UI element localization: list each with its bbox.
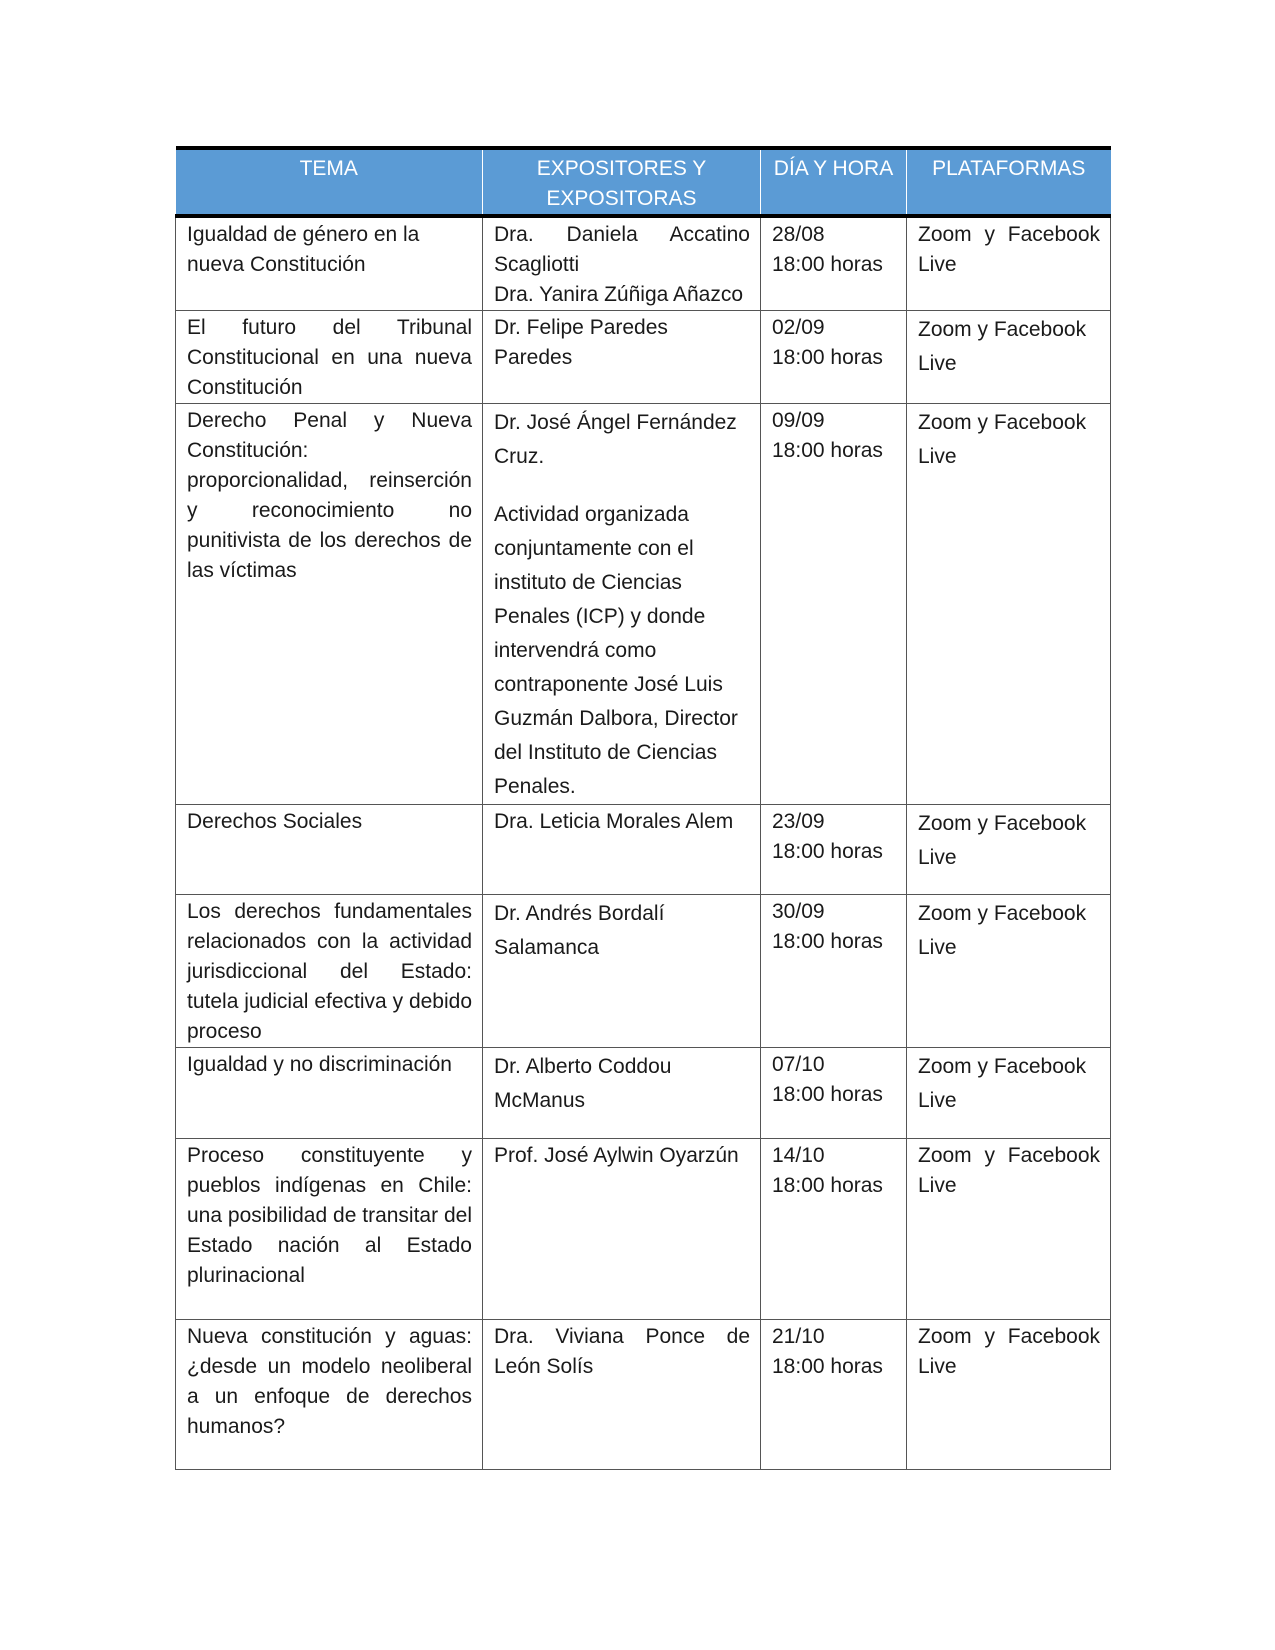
cell-expositores [483, 404, 761, 805]
fecha: 28/08 [772, 223, 825, 246]
header-expositores: EXPOSITORES Y EXPOSITORAS [483, 148, 761, 216]
fecha: 14/10 [772, 1144, 825, 1167]
cell-tema: Los derechos fundamentales relacionados con la actividad jurisdiccional del Estado: tutela judicial efectiva y debido proceso [176, 895, 483, 1048]
cell-dia-hora [761, 1048, 907, 1139]
hora: 18:00 horas [772, 1355, 883, 1378]
expositor: Prof. José Aylwin Oyarzún [494, 1144, 739, 1167]
table-row [176, 1048, 1111, 1139]
hora: 18:00 horas [772, 253, 883, 276]
expositor: Dr. José Ángel Fernández Cruz. [494, 411, 737, 468]
cell-plataforma: Zoom y Facebook Live [907, 1048, 1111, 1139]
spacer [494, 474, 750, 498]
cell-plataforma: Zoom y Facebook Live [907, 805, 1111, 895]
expositor: Dra. Daniela Accatino Scagliotti [494, 223, 750, 276]
fecha: 09/09 [772, 409, 825, 432]
cell-plataforma: Zoom y Facebook Live [907, 1139, 1111, 1320]
table-row [176, 1320, 1111, 1470]
cell-plataforma: Zoom y Facebook Live [907, 311, 1111, 404]
cell-tema: Igualdad y no discriminación [176, 1048, 483, 1139]
cell-dia-hora [761, 895, 907, 1048]
expositor: Dra. Viviana Ponce de León Solís [494, 1325, 750, 1378]
cell-tema: Derechos Sociales [176, 805, 483, 895]
header-dia-hora: DÍA Y HORA [761, 148, 907, 216]
hora: 18:00 horas [772, 346, 883, 369]
cell-plataforma: Zoom y Facebook Live [907, 216, 1111, 311]
cell-tema: Derecho Penal y Nueva Constitución: proporcionalidad, reinserción y reconocimiento no punitivista de los derechos de las víctimas [176, 404, 483, 805]
table-row [176, 805, 1111, 895]
header-plataformas: PLATAFORMAS [907, 148, 1111, 216]
cell-expositores [483, 1320, 761, 1470]
fecha: 23/09 [772, 810, 825, 833]
nota-actividad: Actividad organizada conjuntamente con el instituto de Ciencias Penales (ICP) y donde intervendrá como contraponente José Luis Guzmán Dalbora, Director del Instituto de Ciencias Penales. [494, 503, 738, 798]
cell-expositores [483, 311, 761, 404]
hora: 18:00 horas [772, 930, 883, 953]
hora: 18:00 horas [772, 840, 883, 863]
schedule-table [175, 146, 1111, 1470]
header-tema: TEMA [176, 148, 483, 216]
table-row [176, 895, 1111, 1048]
table-row [176, 216, 1111, 311]
hora: 18:00 horas [772, 1083, 883, 1106]
cell-plataforma: Zoom y Facebook Live [907, 895, 1111, 1048]
expositor: Dr. Andrés Bordalí Salamanca [494, 902, 665, 959]
cell-dia-hora [761, 216, 907, 311]
cell-dia-hora [761, 404, 907, 805]
cell-tema: Proceso constituyente y pueblos indígenas en Chile: una posibilidad de transitar del Estado nación al Estado plurinacional [176, 1139, 483, 1320]
cell-dia-hora [761, 1139, 907, 1320]
expositor: Dra. Yanira Zúñiga Añazco [494, 283, 744, 306]
fecha: 21/10 [772, 1325, 825, 1348]
cell-tema: Igualdad de género en la nueva Constitución [176, 216, 483, 311]
cell-dia-hora [761, 1320, 907, 1470]
cell-expositores [483, 805, 761, 895]
cell-dia-hora [761, 311, 907, 404]
table-row [176, 404, 1111, 805]
cell-plataforma: Zoom y Facebook Live [907, 1320, 1111, 1470]
fecha: 07/10 [772, 1053, 825, 1076]
cell-dia-hora [761, 805, 907, 895]
table-row [176, 1139, 1111, 1320]
cell-expositores [483, 1048, 761, 1139]
cell-tema: El futuro del Tribunal Constitucional en una nueva Constitución [176, 311, 483, 404]
cell-tema: Nueva constitución y aguas: ¿desde un modelo neoliberal a un enfoque de derechos humanos? [176, 1320, 483, 1470]
fecha: 02/09 [772, 316, 825, 339]
expositor: Dra. Leticia Morales Alem [494, 810, 734, 833]
hora: 18:00 horas [772, 439, 883, 462]
cell-expositores [483, 895, 761, 1048]
hora: 18:00 horas [772, 1174, 883, 1197]
cell-expositores [483, 216, 761, 311]
table-header-row [176, 148, 1111, 216]
table-row [176, 311, 1111, 404]
cell-expositores [483, 1139, 761, 1320]
expositor: Dr. Alberto Coddou McManus [494, 1055, 672, 1112]
expositor: Dr. Felipe Paredes Paredes [494, 316, 668, 369]
cell-plataforma: Zoom y Facebook Live [907, 404, 1111, 805]
fecha: 30/09 [772, 900, 825, 923]
